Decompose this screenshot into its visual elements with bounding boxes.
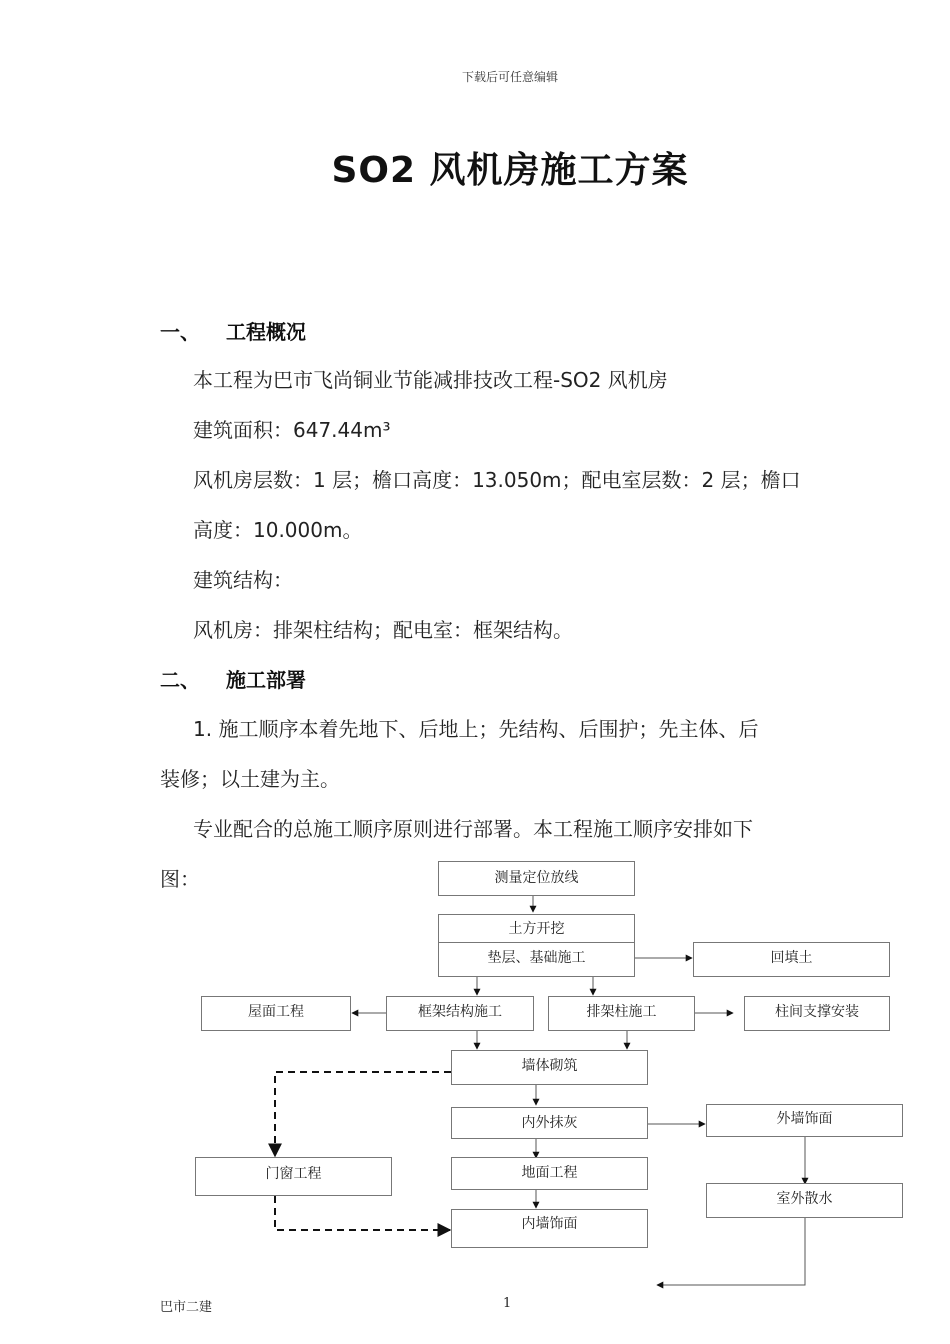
flow-box-survey: 测量定位放线 [438,861,635,896]
paragraph-sequence: 1. 施工顺序本着先地下、后地上；先结构、后围护；先主体、后 [193,717,759,741]
flow-box-plaster: 内外抹灰 [451,1107,648,1139]
flow-box-floor: 地面工程 [451,1157,648,1190]
paragraph-floors-heights: 风机房层数：1 层；檐口高度：13.050m；配电室层数：2 层；檐口 [193,468,801,492]
flow-box-bracing: 柱间支撑安装 [744,996,890,1031]
flow-box-bent: 排架柱施工 [548,996,695,1031]
paragraph-coordination-cont: 图： [160,867,200,891]
paragraph-structure-label: 建筑结构： [193,568,293,592]
paragraph-building-area: 建筑面积：647.44m³ [193,418,391,442]
flow-box-masonry: 墙体砌筑 [451,1050,648,1085]
arrow-apron-end [657,1218,805,1285]
document-title: SO2 风机房施工方案 [331,150,689,191]
section-1-title: 工程概况 [226,320,306,344]
flow-box-exterior-finish: 外墙饰面 [706,1104,903,1137]
paragraph-coordination: 专业配合的总施工顺序原则进行部署。本工程施工顺序安排如下 [193,817,753,841]
paragraph-project-name: 本工程为巴市飞尚铜业节能减排技改工程-SO2 风机房 [193,368,668,392]
paragraph-floors-heights-cont: 高度：10.000m。 [193,518,363,542]
section-2-title: 施工部署 [226,668,306,692]
flow-box-foundation: 垫层、基础施工 [438,942,635,977]
section-1-number: 一、 [160,320,200,344]
flow-box-frame: 框架结构施工 [386,996,534,1031]
header-note: 下载后可任意编辑 [461,70,558,84]
section-2-number: 二、 [160,668,200,692]
flow-box-excavation: 土方开挖 [438,914,635,944]
flow-box-doors-windows: 门窗工程 [195,1157,392,1196]
footer-organization: 巴市二建 [160,1300,213,1315]
flow-box-apron: 室外散水 [706,1183,903,1218]
flow-box-roof: 屋面工程 [201,996,351,1031]
footer-page-number: 1 [503,1296,512,1311]
arrow-doors-interior-dashed [275,1196,450,1230]
paragraph-sequence-cont: 装修；以土建为主。 [160,767,340,791]
paragraph-structure-types: 风机房：排架柱结构；配电室：框架结构。 [193,618,573,642]
flow-box-backfill: 回填土 [693,942,890,977]
flow-box-interior-finish: 内墙饰面 [451,1209,648,1248]
arrow-masonry-doors-dashed [275,1072,451,1156]
